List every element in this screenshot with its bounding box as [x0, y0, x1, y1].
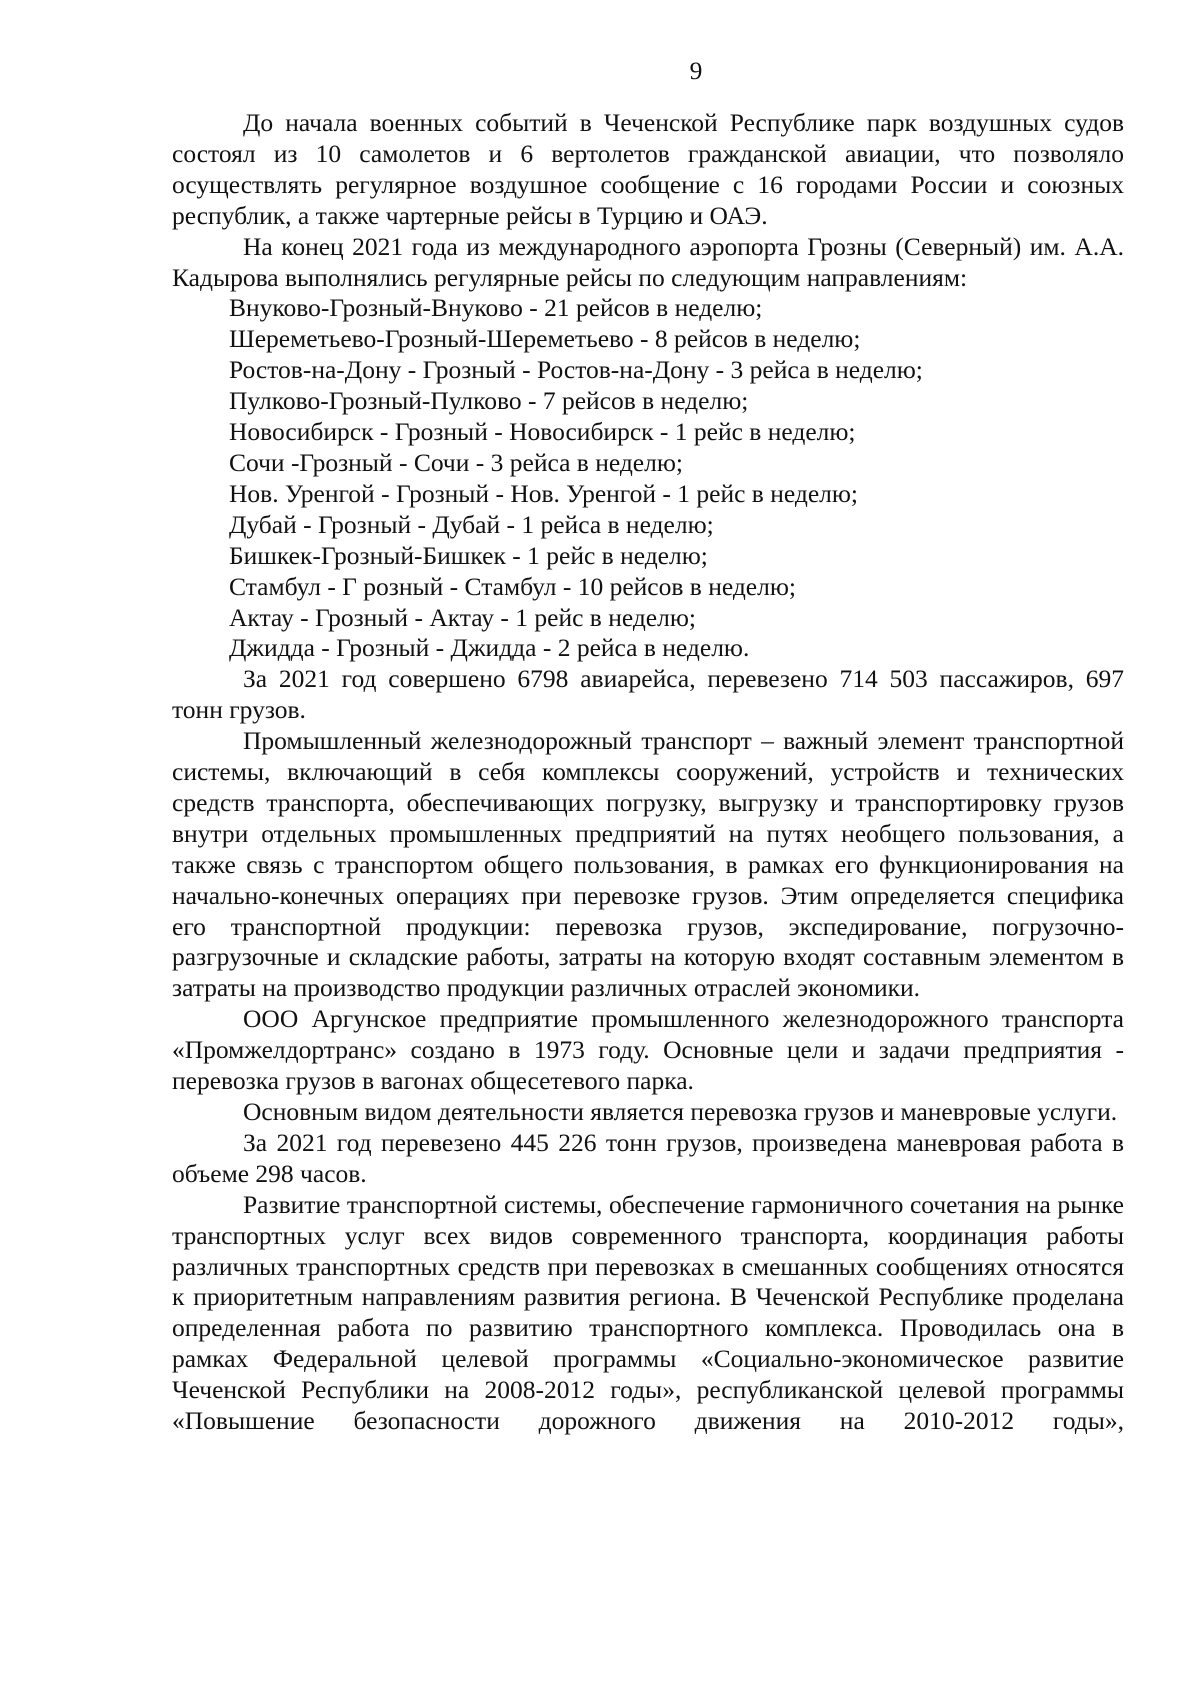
route-item: Нов. Уренгой - Грозный - Нов. Уренгой - 1 рейс в неделю; [229, 478, 858, 508]
route-item: Актау - Грозный - Актау - 1 рейс в неделю; [229, 602, 696, 632]
route-item: Дубай - Грозный - Дубай - 1 рейса в неделю; [229, 509, 714, 539]
paragraph-aviation-history: До начала военных событий в Чеченской Республике парк воздушных судов состоял из 10 самолетов и 6 вертолетов гражданской авиации, что позволяло осуществлять регулярное воздушное сообщение с 16 городами России и союзных республик, а также чартерные рейсы в Турцию и ОАЭ. [172, 108, 1124, 230]
paragraph-transport-development: Развитие транспортной системы, обеспечение гармоничного сочетания на рынке транспортных услуг всех видов современного транспорта, координация работы различных транспортных средств при перевозках в смешанных сообщениях относятся к приоритетным направлениям развития региона. В Чеченской Республике проделана определенная работа по развитию транспортного комплекса. Проводилась она в рамках Федеральной целевой программы «Социально-экономическое развитие Чеченской Республики на 2008-2012 годы», республиканской целевой программы «Повышение безопасности дорожного движения на 2010-2012 годы», [172, 1189, 1124, 1436]
route-item: Джидда - Грозный - Джидда - 2 рейса в неделю. [229, 633, 750, 663]
route-item: Бишкек-Грозный-Бишкек - 1 рейс в неделю; [229, 540, 708, 570]
route-item: Пулково-Грозный-Пулково - 7 рейсов в неделю; [229, 386, 749, 416]
paragraph-flights-2021: За 2021 год совершено 6798 авиарейса, перевезено 714 503 пассажиров, 697 тонн грузов. [172, 664, 1124, 725]
paragraph-cargo-2021: За 2021 год перевезено 445 226 тонн грузов, произведена маневровая работа в объеме 298 часов. [172, 1127, 1124, 1188]
paragraph-industrial-railway: Промышленный железнодорожный транспорт – важный элемент транспортной системы, включающий в себя комплексы сооружений, устройств и технических средств транспорта, обеспечивающих погрузку, выгрузку и транспортировку грузов внутри отдельных промышленных предприятий на путях необщего пользования, а также связь с транспортом общего пользования, в рамках его функционирования на начально-конечных операциях при перевозке грузов. Этим определяется специфика его транспортной продукции: перевозка грузов, экспедирование, погрузочно-разгрузочные и складские работы, затраты на которую входят составным элементом в затраты на производство продукции различных отраслей экономики. [172, 726, 1124, 1003]
page-number: 9 [689, 56, 703, 85]
route-item: Новосибирск - Грозный - Новосибирск - 1 рейс в неделю; [229, 417, 856, 447]
route-item: Стамбул - Г розный - Стамбул - 10 рейсов в неделю; [229, 571, 796, 601]
route-item: Ростов-на-Дону - Грозный - Ростов-на-Дону - 3 рейса в неделю; [229, 355, 923, 385]
paragraph-promzheldortrans: ООО Аргунское предприятие промышленного железнодорожного транспорта «Промжелдортранс» создано в 1973 году. Основные цели и задачи предприятия - перевозка грузов в вагонах общесетевого парка. [172, 1004, 1124, 1096]
route-item: Внуково-Грозный-Внуково - 21 рейсов в неделю; [229, 293, 763, 323]
paragraph-airport-routes-intro: На конец 2021 года из международного аэропорта Грозны (Северный) им. А.А. Кадырова выполнялись регулярные рейсы по следующим направлениям: [172, 231, 1124, 292]
route-item: Сочи -Грозный - Сочи - 3 рейса в неделю; [229, 447, 683, 477]
routes-list [172, 293, 1124, 664]
paragraph-main-activity: Основным видом деятельности является перевозка грузов и маневровые услуги. [243, 1097, 1118, 1126]
route-item: Шереметьево-Грозный-Шереметьево - 8 рейсов в неделю; [229, 324, 861, 354]
